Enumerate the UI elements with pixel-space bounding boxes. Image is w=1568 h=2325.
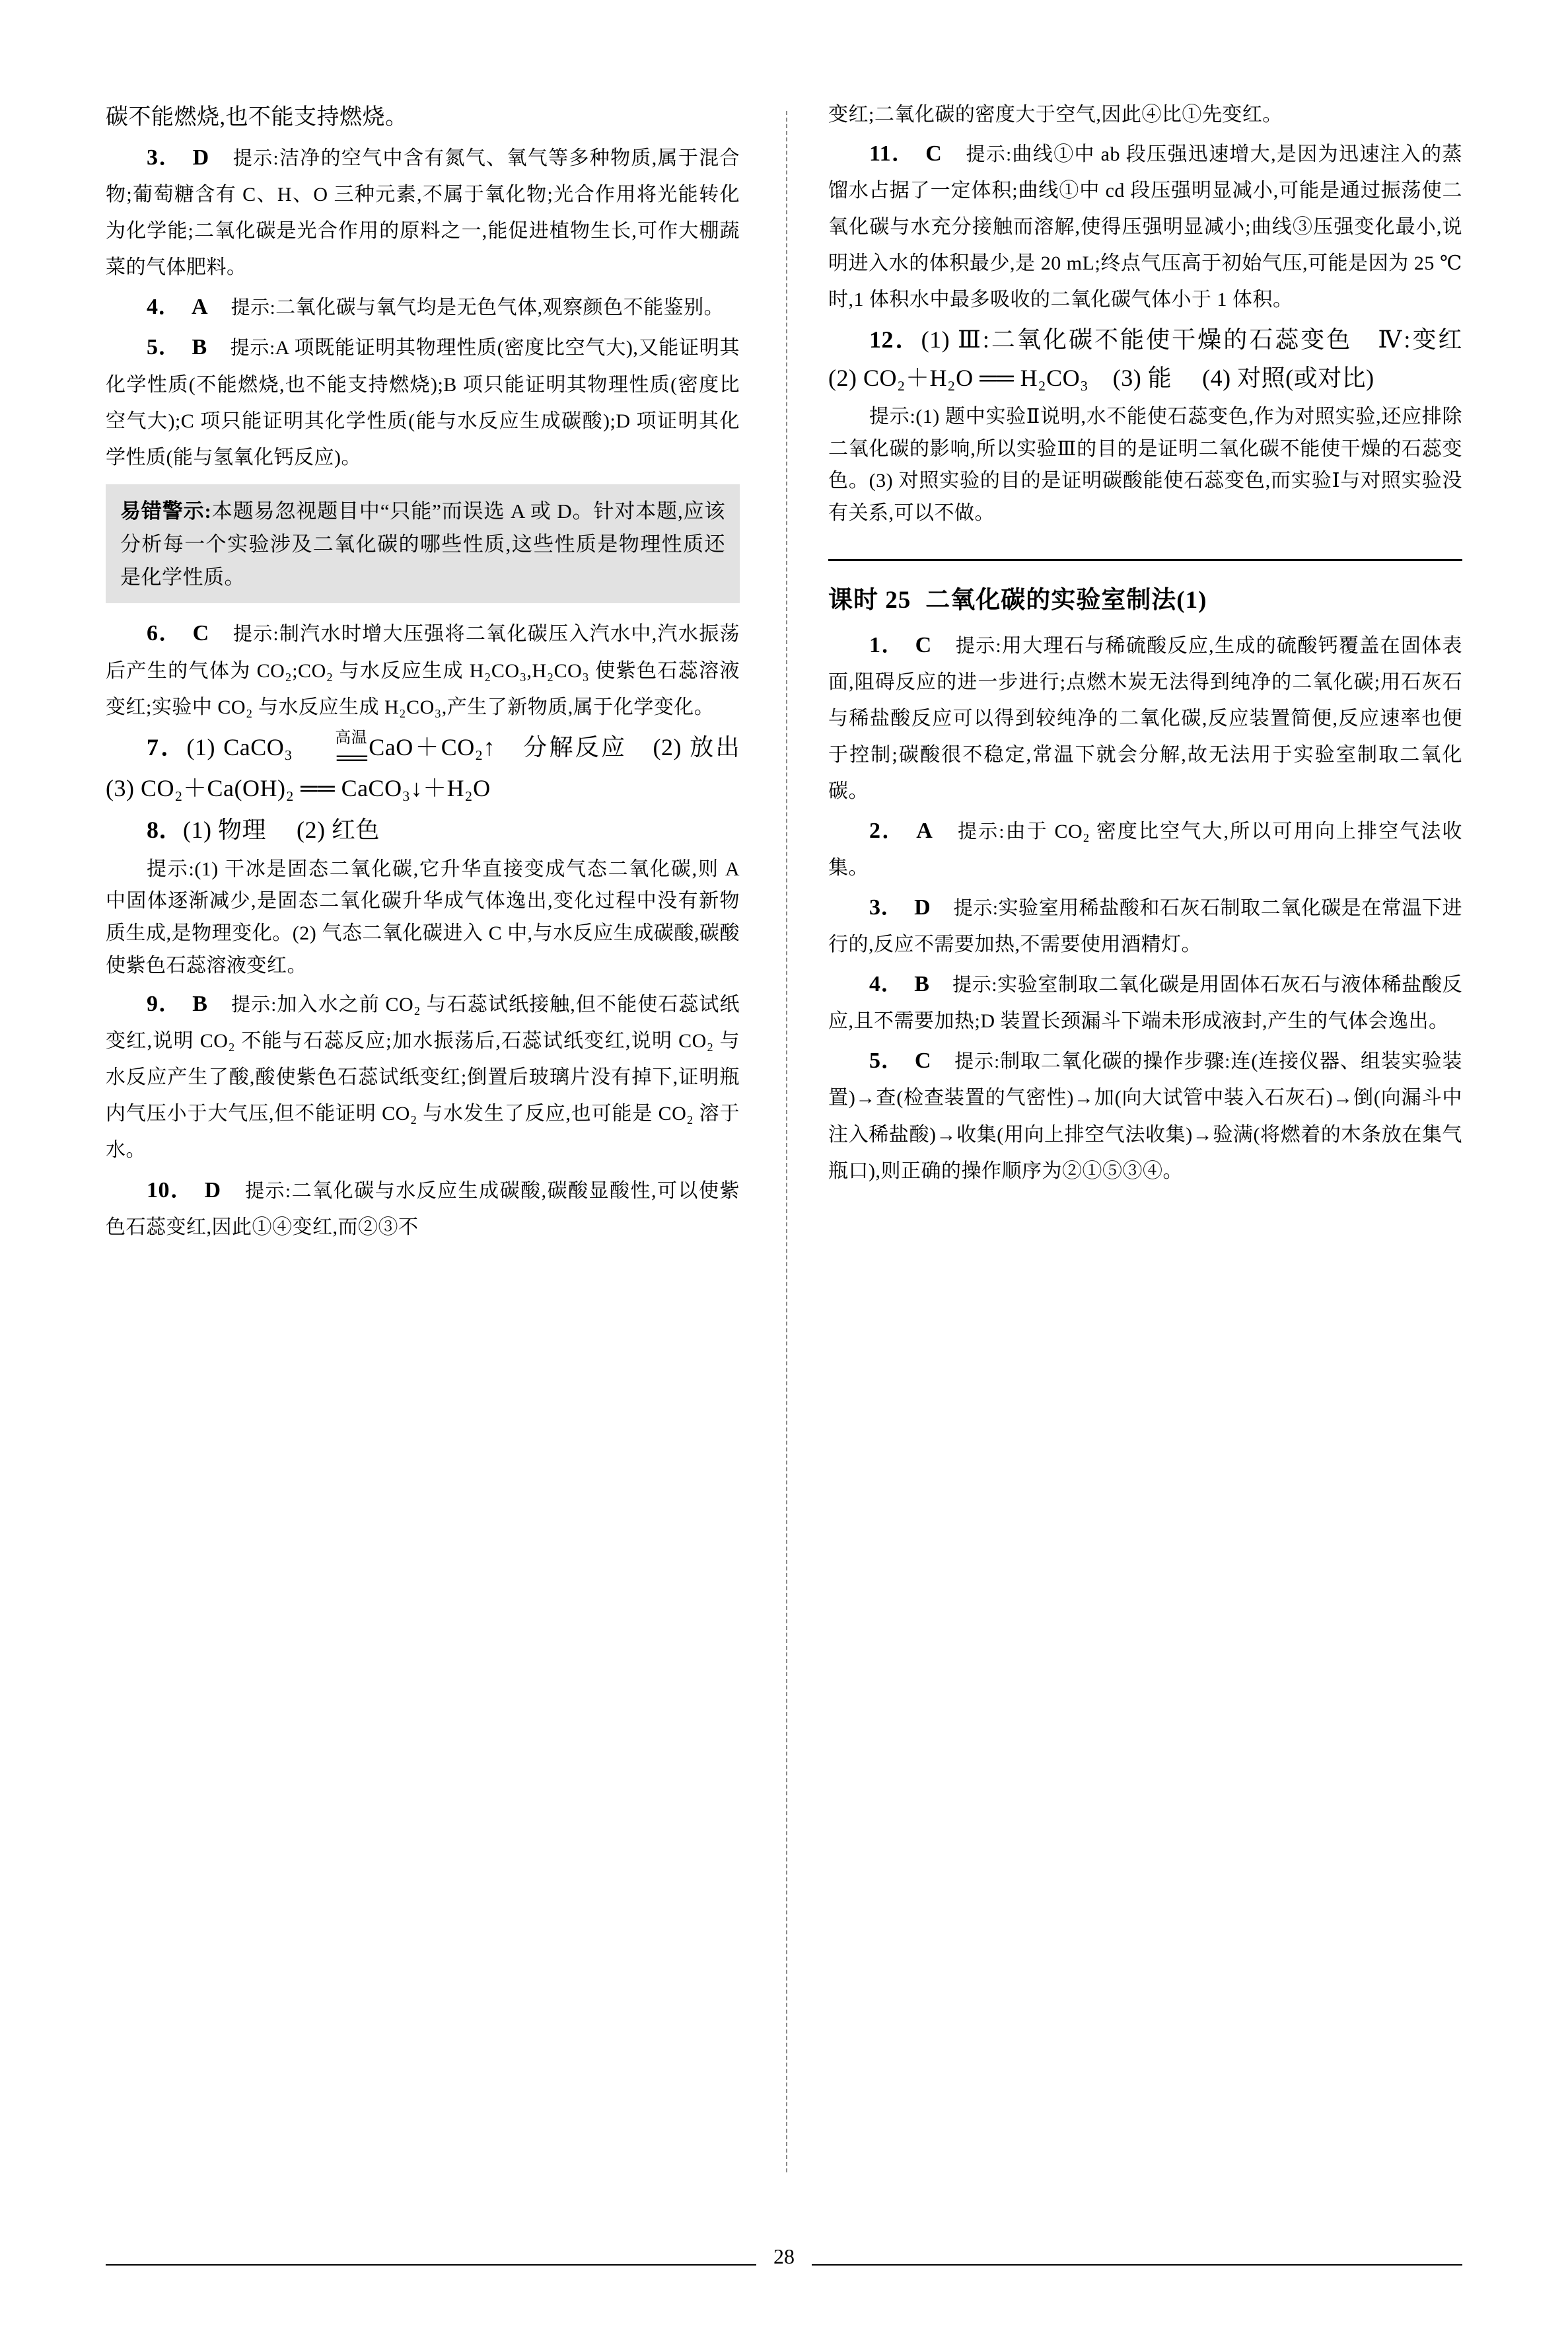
hint-text: 用大理石与稀硫酸反应,生成的硫酸钙覆盖在固体表面,阻碍反应的进一步进行;点燃木炭无法得到纯净的二氧化碳;用石灰石与稀盐酸反应可以得到较纯净的二氧化碳,反应装置简便,反应速率也便于控制;碳酸很不稳定,常温下就会分解,故无法用于实验室制取二氧化碳。	[828, 634, 1463, 802]
answer-item-4	[106, 289, 740, 325]
answer-item-5	[106, 329, 740, 474]
answer-item-8-hint: 提示:(1) 干冰是固态二氧化碳,它升华直接变成气态二氧化碳,则 A 中固体逐渐减少,是固态二氧化碳升华成气体逸出,变化过程中没有新物质生成,是物理变化。(2) 气态二氧化碳进入 C 中,与水反应生成碳酸,碳酸使紫色石蕊溶液变红。	[106, 858, 740, 977]
reaction-condition	[294, 729, 367, 769]
item-number: 3．	[147, 145, 182, 170]
hint-label: 提示:	[231, 994, 277, 1016]
item-option: D	[204, 1177, 221, 1202]
item-number: 6．	[147, 621, 182, 646]
item-option: D	[914, 895, 931, 920]
item-option: B	[192, 335, 207, 360]
hint-label: 提示:	[245, 1180, 291, 1202]
answer-item-7	[106, 729, 740, 808]
double-arrow: ══	[336, 745, 366, 770]
answer-item-12	[828, 321, 1493, 397]
answer-item-r1	[828, 627, 1462, 809]
answer-item-r4	[828, 966, 1462, 1039]
column-divider	[786, 111, 787, 2172]
answer-item-9	[106, 986, 740, 1167]
item-option: C	[925, 141, 943, 166]
warning-title: 易错警示:	[120, 499, 212, 523]
hint-text: 洁净的空气中含有氮气、氧气等多种物质,属于混合物;葡萄糖含有 C、H、O 三种元素,不属于氧化物;光合作用将光能转化为化学能;二氧化碳是光合作用的原料之一,能促进植物生长,可作大棚蔬菜的气体肥料。	[106, 147, 740, 279]
hint-text: 由于 CO₂ 密度比空气大,所以可用向上排空气法收集。	[828, 820, 1463, 879]
continued-paragraph-right: 变红;二氧化碳的密度大于空气,因此④比①先变红。	[828, 104, 1283, 126]
item-number: 10．	[147, 1177, 194, 1202]
hint-label: 提示:	[232, 148, 279, 170]
section-heading	[828, 559, 1462, 615]
two-column-body	[106, 99, 1493, 2200]
part-label-1: (1)	[186, 733, 215, 760]
answer-item-12-hint: 提示:(1) 题中实验Ⅱ说明,水不能使石蕊变色,作为对照实验,还应排除二氧化碳的影响,所以实验Ⅲ的目的是证明二氧化碳不能使干燥的石蕊变色。(3) 对照实验的目的是证明碳酸能使石蕊变色,而实验Ⅰ与对照实验没有关系,可以不做。	[828, 406, 1462, 524]
hint-label: 提示:	[230, 338, 275, 359]
answer-item-8	[106, 811, 740, 850]
page-number: 28	[756, 2244, 812, 2269]
hint-text: 曲线①中 ab 段压强迅速增大,是因为迅速注入的蒸馏水占据了一定体积;曲线①中 cd 段压强明显减小,可能是通过振荡使二氧化碳与水充分接触而溶解,使得压强明显减小;曲线③压强变化最小,说明进入水的体积最少,是 20 mL;终点气压高于初始气压,可能是因为 25 ℃时,1 体积水中最多吸收的二氧化碳气体小于 1 体积。	[828, 143, 1463, 311]
hint-text: 实验室制取二氧化碳是用固体石灰石与液体稀盐酸反应,且不需要加热;D 装置长颈漏斗下端未形成液封,产生的气体会逸出。	[828, 974, 1463, 1033]
answer-item-3	[106, 139, 740, 285]
left-column	[106, 99, 740, 2187]
equation-2: CO₂＋Ca(OH)₂ ══ CaCO₃↓＋H₂O	[140, 774, 491, 801]
page-footer	[106, 2244, 1462, 2284]
section-title: 二氧化碳的实验室制法(1)	[925, 586, 1207, 614]
item-number: 5．	[147, 335, 182, 360]
hint-text: 制汽水时增大压强将二氧化碳压入汽水中,汽水振荡后产生的气体为 CO₂;CO₂ 与水反应生成 H₂CO₃,H₂CO₃ 使紫色石蕊溶液变红;实验中 CO₂ 与水反应生成 H₂CO₃,产生了新物质,属于化学变化。	[106, 623, 740, 718]
item-option: D	[192, 145, 209, 170]
hint-text: 二氧化碳与水反应生成碳酸,碳酸显酸性,可以使紫色石蕊变红,因此①④变红,而②③不	[106, 1179, 740, 1238]
reaction-type: 分解反应	[523, 733, 627, 760]
item-number: 3．	[869, 895, 904, 920]
continued-paragraph: 碳不能燃烧,也不能支持燃烧。	[106, 105, 408, 129]
item-8-answer: (1) 物理 (2) 红色	[183, 817, 380, 844]
hint-text: 加入水之前 CO₂ 与石蕊试纸接触,但不能使石蕊试纸变红,说明 CO₂ 不能与石蕊反应;加水振荡后,石蕊试纸变红,说明 CO₂ 与水反应产生了酸,酸使紫色石蕊试纸变红;倒置后玻璃片没有掉下,证明瓶内气压小于大气压,但不能证明 CO₂ 与水发生了反应,也可能是 CO₂ 溶于水。	[106, 994, 740, 1162]
hint-text: A 项既能证明其物理性质(密度比空气大),又能证明其化学性质(不能燃烧,也不能支持燃烧);B 项只能证明其物理性质(密度比空气大);C 项只能证明其化学性质(能与水反应生成碳酸);D 项证明其化学性质(能与氢氧化钙反应)。	[106, 337, 740, 468]
hint-label: 提示:	[232, 624, 279, 646]
item-option: B	[192, 992, 208, 1017]
warning-text: 本题易忽视题目中“只能”而误选 A 或 D。针对本题,应该分析每一个实验涉及二氧化碳的哪些性质,这些性质是物理性质还是化学性质。	[120, 499, 725, 589]
item-number: 12．	[869, 326, 921, 353]
item-option: A	[916, 818, 933, 843]
part-2: (2) 放出	[653, 733, 740, 760]
hint-label: 提示:	[954, 1051, 1000, 1073]
item-option: A	[192, 295, 209, 320]
equation-right: CaO＋CO₂↑	[369, 733, 496, 760]
error-warning-box	[106, 484, 740, 604]
hint-label: 提示:	[231, 297, 276, 319]
item-option: C	[915, 632, 932, 657]
hint-label: 提示:	[966, 143, 1012, 165]
item-12-answer: (1) Ⅲ:二氧化碳不能使干燥的石蕊变色 Ⅳ:变红 (2) CO₂＋H₂O ══ H₂CO₃ (3) 能 (4) 对照(或对比)	[828, 326, 1493, 391]
answer-item-r3	[828, 889, 1462, 962]
item-number: 2．	[869, 818, 906, 843]
hint-text: 二氧化碳与氧气均是无色气体,观察颜色不能鉴别。	[275, 297, 725, 319]
hint-text: 实验室用稀盐酸和石灰石制取二氧化碳是在常温下进行的,反应不需要加热,不需要使用酒精灯。	[828, 897, 1463, 956]
item-number: 8．	[147, 817, 184, 844]
answer-item-r5	[828, 1043, 1462, 1188]
item-number: 7．	[147, 733, 187, 760]
hint-label: 提示:	[952, 975, 997, 996]
item-option: B	[914, 972, 930, 997]
item-option: C	[192, 621, 209, 646]
hint-label: 提示:	[955, 635, 1002, 657]
right-column	[828, 99, 1493, 2187]
section-number: 课时 25	[828, 586, 911, 614]
equation-left: CaCO₃	[223, 733, 293, 760]
item-number: 4．	[147, 295, 181, 320]
answer-item-11	[828, 135, 1462, 317]
answer-item-10	[106, 1172, 740, 1245]
answer-item-r2	[828, 813, 1462, 885]
item-number: 11．	[869, 141, 915, 166]
item-number: 5．	[869, 1049, 904, 1074]
item-number: 4．	[869, 972, 904, 997]
answer-item-6	[106, 615, 740, 724]
item-option: C	[914, 1049, 931, 1074]
item-number: 1．	[869, 632, 905, 657]
item-number: 9．	[147, 992, 182, 1017]
condition-text: 高温	[335, 729, 368, 747]
hint-text: 制取二氧化碳的操作步骤:连(连接仪器、组装实验装置)→查(检查装置的气密性)→加(向大试管中装入石灰石)→倒(向漏斗中注入稀盐酸)→收集(用向上排空气法收集)→验满(将燃着的木条放在集气瓶口),则正确的操作顺序为②①⑤③④。	[828, 1051, 1463, 1182]
hint-label: 提示:	[958, 821, 1005, 842]
part-label-3: (3)	[106, 774, 135, 801]
hint-label: 提示:	[953, 898, 999, 920]
